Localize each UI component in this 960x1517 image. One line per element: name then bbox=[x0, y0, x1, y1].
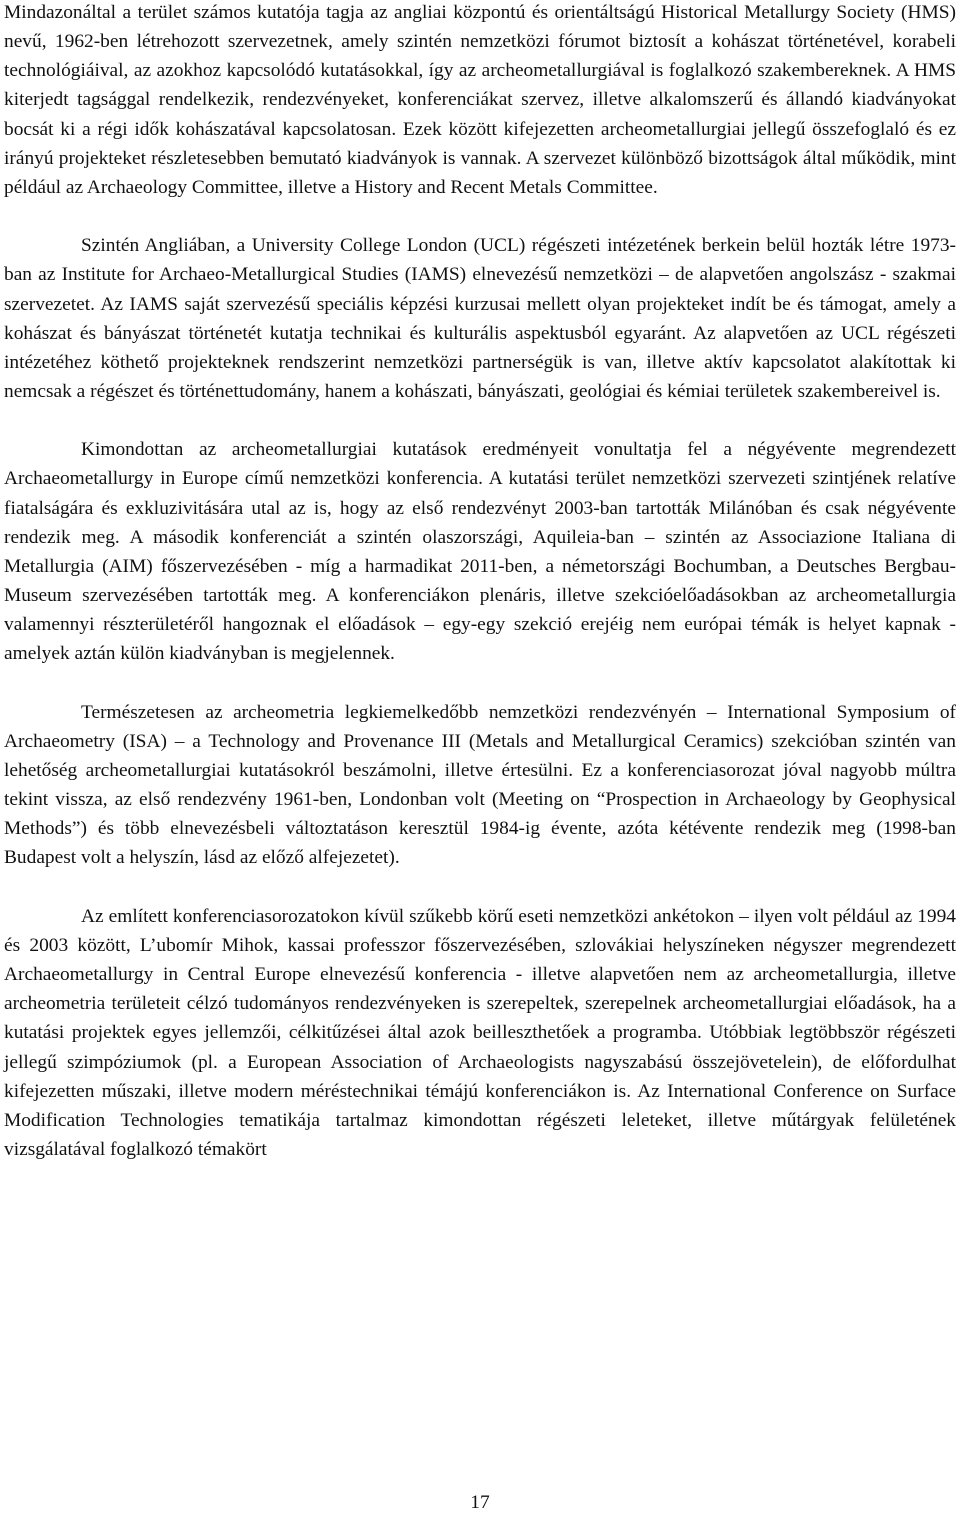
paragraph-archaeometallurgy-europe: Kimondottan az archeometallurgiai kutatások eredményeit vonultatja fel a négyévente megrendezett Archaeometallurgy in Europe című nemzetközi konferencia. A kutatási terület nemzetközi szervezeti szintjének relatíve fiatalságára és exkluzivitására utal az is, hogy az első rendezvényt 2003-ban tartották Milánóban és csak négyévente rendezik meg. A második konferenciát a szintén olaszországi, Aquileia-ban – szintén az Associazione Italiana di Metallurgia (AIM) főszervezésében - míg a harmadikat 2011-ben, a németországi Bochumban, a Deutsches Bergbau-Museum szervezésében tartották meg. A konferenciákon plenáris, illetve szekcióelőadásokban az archeometallurgia valamennyi részterületéről hangoznak el előadások – egy-egy szekció erejéig nem európai témák is helyet kapnak - amelyek aztán külön kiadványban is megjelennek. bbox=[4, 439, 956, 665]
document-body bbox=[4, 0, 956, 1164]
page-number: 17 bbox=[470, 1492, 490, 1513]
paragraph-gap bbox=[4, 669, 956, 698]
paragraph-gap bbox=[4, 873, 956, 902]
paragraph-other-conferences: Az említett konferenciasorozatokon kívül szűkebb körű eseti nemzetközi ankétokon – ilyen volt például az 1994 és 2003 között, L’ubomír Mihok, kassai professzor főszervezésében, szlovákiai helyszíneken négyszer megrendezett Archaeometallurgy in Central Europe elnevezésű konferencia - illetve alapvetően nem az archeometallurgia, illetve archeometria területeit célzó tudományos rendezvényeken is szerepeltek, szerepelnek archeometallurgiai előadások, ha a kutatási projektek egyes jellemzői, célkitűzései által azok beilleszthetőek a programba. Utóbbiak legtöbbször régészeti jellegű szimpóziumok (pl. a European Association of Archaeologists nagyszabású összejövetelein), de előfordulhat kifejezetten műszaki, illetve modern méréstechnikai témájú konferenciákon is. Az International Conference on Surface Modification Technologies tematikája tartalmaz kimondottan régészeti leleteket, illetve műtárgyak felületének vizsgálatával foglalkozó témakört bbox=[4, 905, 956, 1161]
paragraph-gap bbox=[4, 202, 956, 231]
paragraph-hms: Mindazonáltal a terület számos kutatója tagja az angliai központú és orientáltságú Historical Metallurgy Society (HMS) nevű, 1962-ben létrehozott szervezetnek, amely szintén nemzetközi fórumot biztosít a kohászat történetével, korabeli technológiáival, az azokhoz kapcsolódó kutatásokkal, így az archeometallurgiával is foglalkozó szakembereknek. A HMS kiterjedt tagsággal rendelkezik, rendezvényeket, konferenciákat szervez, illetve alkalomszerű és állandó kiadványokat bocsát ki a régi idők kohászatával kapcsolatosan. Ezek között kifejezetten archeometallurgiai jellegű összefoglaló és ez irányú projekteket részletesebben bemutató kiadványok is vannak. A szervezet különböző bizottságok által működik, mint például az Archaeology Committee, illetve a History and Recent Metals Committee. bbox=[4, 2, 956, 198]
paragraph-gap bbox=[4, 406, 956, 435]
paragraph-isa: Természetesen az archeometria legkiemelkedőbb nemzetközi rendezvényén – International Symposium of Archaeometry (ISA) – a Technology and Provenance III (Metals and Metallurgical Ceramics) szekcióban szintén van lehetőség archeometallurgiai kutatásokról beszámolni, illetve értesülni. Ez a konferenciasorozat jóval nagyobb múltra tekint vissza, az első rendezvény 1961-ben, Londonban volt (Meeting on “Prospection in Archaeology by Geophysical Methods”) és több elnevezésbeli változtatáson keresztül 1984-ig évente, azóta kétévente rendezik meg (1998-ban Budapest volt a helyszín, lásd az előző alfejezetet). bbox=[4, 701, 956, 869]
paragraph-iams: Szintén Angliában, a University College London (UCL) régészeti intézetének berkein belül hozták létre 1973-ban az Institute for Archaeo-Metallurgical Studies (IAMS) elnevezésű nemzetközi – de alapvetően angolszász - szakmai szervezetet. Az IAMS saját szervezésű speciális képzési kurzusai mellett olyan projekteket indít be és támogat, amely a kohászat és bányászat történetét kutatja technikai és kulturális aspektusból egyaránt. Az alapvetően az UCL régészeti intézetéhez köthető projekteknek rendszerint nemzetközi partnerségük is van, illetve aktív kapcsolatot alakítottak ki nemcsak a régészet és történettudomány, hanem a kohászati, bányászati, geológiai és kémiai területek szakembereivel is. bbox=[4, 235, 956, 403]
